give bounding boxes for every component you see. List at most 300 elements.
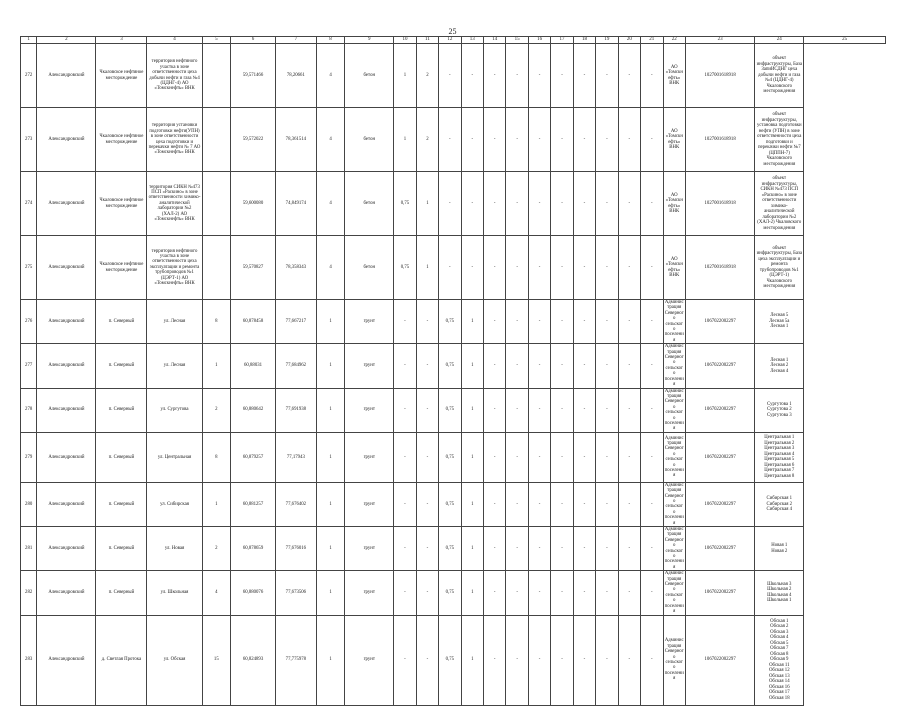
district-cell: Александровский [37,108,96,172]
waste-source-line: Обская 11 [769,662,790,668]
value-cell: - [484,432,506,482]
organization-cell: Администрация Северного сельского поселения [663,615,685,705]
surface-cell: грунт [345,527,394,571]
surface-cell: грунт [345,482,394,526]
value-cell: - [551,108,573,172]
value-cell: - [596,172,618,236]
surface-cell: бетон [345,236,394,300]
latitude-cell: 59,571466 [231,44,276,108]
container-count-cell: 4 [316,172,345,236]
organization-cell: АО «Томскнефть» ВНК [663,108,685,172]
value-cell: - [618,44,640,108]
value-cell: - [596,527,618,571]
value-cell: 1 [461,388,483,432]
house-cell: 4 [202,571,231,615]
house-cell [202,108,231,172]
value-cell: - [506,571,528,615]
waste-sources-cell [755,527,804,571]
column-number: 22 [663,37,685,44]
value-cell: - [484,527,506,571]
district-cell: Александровский [37,527,96,571]
value-cell: - [484,344,506,388]
value-cell: 0,75 [439,571,461,615]
waste-source-line: Сибирская 2 [766,501,793,507]
container-count-cell: 1 [316,482,345,526]
locality-cell: п. Северный [96,527,147,571]
value-cell: - [484,236,506,300]
latitude-cell: 60,878659 [231,527,276,571]
value-cell: - [439,172,461,236]
inn-cell: 1027001618918 [685,44,754,108]
value-cell: - [506,172,528,236]
latitude-cell: 60,824893 [231,615,276,705]
value-cell: 0,75 [439,615,461,705]
column-number: 19 [596,37,618,44]
column-number: 6 [231,37,276,44]
district-cell: Александровский [37,344,96,388]
waste-source-line: Обская 14 [768,679,790,685]
value-cell: - [528,388,550,432]
waste-source-line: Обская 17 [768,690,790,696]
value-cell: - [394,388,416,432]
value-cell: 1 [394,44,416,108]
value-cell: - [551,571,573,615]
value-cell: 1 [461,432,483,482]
inn-cell: 1027001618918 [685,236,754,300]
value-cell: - [439,236,461,300]
value-cell: - [439,108,461,172]
value-cell: 1 [461,615,483,705]
value-cell: - [528,482,550,526]
value-cell: - [551,482,573,526]
value-cell: - [394,527,416,571]
address-cell: ул. Новая [147,527,202,571]
value-cell: - [596,300,618,344]
waste-source-line: объект инфраструктуры, База ЗапиИСДНГ цеха добычи нефти и газа №4 (ЦДНГ-4) Чкаловского месторождения [756,56,802,95]
latitude-cell: 60,880076 [231,571,276,615]
surface-cell: грунт [345,300,394,344]
district-cell: Александровский [37,615,96,705]
value-cell: - [394,300,416,344]
value-cell: - [506,300,528,344]
waste-source-line: Центральная 8 [764,473,795,479]
table-row [21,236,886,300]
waste-source-line: объект инфраструктуры, установка подготовки нефти (УПН) в зоне ответственности цеха подготовки и перекачки нефти №7 (ЦППН-7) Чкаловского месторождения [756,112,802,167]
latitude-cell: 60,88031 [231,344,276,388]
waste-source-line: Обская 5 [770,640,789,646]
value-cell: - [506,432,528,482]
inn-cell: 1067022002297 [685,527,754,571]
value-cell: - [416,615,438,705]
waste-source-line: Школьная 3 [767,581,792,587]
inn-cell: 1067022002297 [685,388,754,432]
value-cell: - [528,432,550,482]
value-cell: - [416,527,438,571]
waste-sources-cell [755,44,804,108]
inn-cell: 1067022002297 [685,432,754,482]
table-row [21,172,886,236]
address-cell: территория СИКН №473 ПСП «Раскино» в зоне ответственности химико-аналитической лаборатории №2 (ХАЛ-2) АО «Томскнефть» ВНК [147,172,202,236]
row-number: 275 [21,236,37,300]
waste-sources-cell [755,482,804,526]
district-cell: Александровский [37,44,96,108]
longitude-cell: 77,673506 [275,571,316,615]
locality-cell: п. Северный [96,482,147,526]
value-cell: - [394,482,416,526]
inn-cell: 1067022002297 [685,571,754,615]
value-cell: - [439,44,461,108]
house-cell: 15 [202,615,231,705]
value-cell: 0,75 [439,300,461,344]
waste-source-line: Обская 16 [768,684,790,690]
column-number: 18 [573,37,595,44]
inn-cell: 1067022002297 [685,344,754,388]
value-cell: - [528,571,550,615]
address-cell: территория установки подготовки нефти(УПН) в зоне ответственности цеха подготовки и перекачки нефти № 7 АО «Томскнефть» ВНК [147,108,202,172]
value-cell: - [551,432,573,482]
waste-source-line: Центральная 1 [764,435,795,441]
waste-sources-cell [755,236,804,300]
value-cell: - [641,432,663,482]
district-cell: Александровский [37,482,96,526]
waste-source-line: Обская 13 [768,673,790,679]
waste-source-line: Лесная 5 [770,313,789,319]
value-cell: - [641,172,663,236]
waste-source-line: Центральная 6 [764,462,795,468]
value-cell: - [596,388,618,432]
value-cell: - [573,344,595,388]
value-cell: - [641,482,663,526]
value-cell: 0,75 [439,432,461,482]
value-cell: - [641,44,663,108]
house-cell: 1 [202,344,231,388]
organization-cell: Администрация Северного сельского поселения [664,388,684,432]
row-number: 280 [21,482,37,526]
value-cell: - [416,344,438,388]
value-cell: - [528,300,550,344]
latitude-cell: 59,572022 [231,108,276,172]
value-cell: - [484,172,506,236]
locality-cell: д. Светлая Протока [96,615,147,705]
value-cell: - [551,615,573,705]
value-cell: - [573,527,595,571]
container-count-cell: 1 [316,571,345,615]
value-cell: - [573,388,595,432]
waste-sources-cell [755,571,804,615]
waste-source-line: Обская 18 [768,695,790,701]
waste-source-line: Сургутова 2 [766,407,792,413]
value-cell: - [506,615,528,705]
value-cell: 2 [416,108,438,172]
organization-cell: АО «Томскнефть» ВНК [663,236,685,300]
table-row [21,388,886,432]
value-cell: - [484,482,506,526]
latitude-cell: 60,881257 [231,482,276,526]
value-cell: - [596,236,618,300]
waste-source-line: Новая 2 [771,548,788,554]
locality-cell: Чкаловское нефтяное месторождение [96,44,147,108]
house-cell: 8 [202,432,231,482]
value-cell: 1 [461,482,483,526]
value-cell: - [416,388,438,432]
value-cell: - [528,615,550,705]
value-cell: - [551,44,573,108]
value-cell: - [573,44,595,108]
longitude-cell: 77,684962 [275,344,316,388]
value-cell: - [528,527,550,571]
column-number: 21 [641,37,663,44]
value-cell: - [641,527,663,571]
surface-cell: грунт [345,344,394,388]
container-count-cell: 1 [316,527,345,571]
organization-cell: Администрация Северного сельского поселения [663,432,685,482]
value-cell: - [416,300,438,344]
waste-source-line: Центральная 4 [764,451,795,457]
value-cell: - [461,236,483,300]
latitude-cell: 60,880642 [231,388,276,432]
value-cell: - [484,108,506,172]
locality-cell: п. Северный [96,388,147,432]
waste-source-line: Лесная 2 [770,363,789,369]
longitude-cell: 78,20661 [275,44,316,108]
organization-cell: Администрация Северного сельского поселения [664,482,684,526]
address-cell: ул. Обская [147,615,202,705]
container-count-cell: 1 [316,432,345,482]
inn-cell: 1067022002297 [685,300,754,344]
value-cell: 0,75 [439,344,461,388]
container-count-cell: 1 [316,344,345,388]
value-cell: - [641,571,663,615]
column-number: 17 [551,37,573,44]
table-row [21,482,886,526]
address-cell: ул. Лесная [147,300,202,344]
value-cell: - [641,615,663,705]
value-cell: - [573,482,595,526]
surface-cell: грунт [345,615,394,705]
longitude-cell: 74,849174 [275,172,316,236]
table-row [21,571,886,615]
inn-cell: 1027001618918 [685,108,754,172]
longitude-cell: 78,358343 [275,236,316,300]
locality-cell: Чкаловское нефтяное месторождение [96,236,147,300]
value-cell: - [461,108,483,172]
container-count-cell: 4 [316,108,345,172]
surface-cell: бетон [345,172,394,236]
value-cell: - [528,44,550,108]
column-number: 15 [506,37,528,44]
latitude-cell: 60,878458 [231,300,276,344]
value-cell: - [618,388,640,432]
waste-source-line: Новая 1 [771,543,788,549]
locality-cell: Чкаловское нефтяное месторождение [96,108,147,172]
row-number: 283 [21,615,37,705]
organization-cell: Администрация Северного сельского поселения [664,527,684,570]
waste-source-line: Обская 9 [770,657,789,663]
value-cell: - [528,236,550,300]
value-cell: - [484,300,506,344]
column-number: 7 [275,37,316,44]
value-cell: - [528,344,550,388]
value-cell: - [596,615,618,705]
value-cell: - [461,172,483,236]
district-cell: Александровский [37,300,96,344]
row-number: 273 [21,108,37,172]
district-cell: Александровский [37,571,96,615]
organization-cell: АО «Томскнефть» ВНК [663,44,685,108]
value-cell: - [394,571,416,615]
column-number: 8 [316,37,345,44]
value-cell: - [484,388,506,432]
value-cell: - [596,571,618,615]
inn-cell: 1027001618918 [685,172,754,236]
waste-source-line: Обская 8 [770,651,789,657]
table-row [21,615,886,705]
value-cell: - [573,236,595,300]
value-cell: 2 [416,44,438,108]
waste-sources-cell [755,108,804,172]
row-number: 272 [21,44,37,108]
container-count-cell: 1 [316,388,345,432]
waste-sources-cell [755,615,804,705]
district-cell: Александровский [37,388,96,432]
longitude-cell: 77,676016 [275,527,316,571]
latitude-cell: 59,600080 [231,172,276,236]
locality-cell: п. Северный [96,571,147,615]
house-cell [202,236,231,300]
value-cell: - [506,108,528,172]
value-cell: - [506,236,528,300]
value-cell: - [618,615,640,705]
waste-source-line: Обская 7 [770,646,789,652]
value-cell: 1 [461,571,483,615]
value-cell: - [573,432,595,482]
table-row [21,300,886,344]
table-row [21,527,886,571]
value-cell: - [618,482,640,526]
value-cell: - [618,236,640,300]
organization-cell: Администрация Северного сельского поселения [664,300,684,343]
value-cell: - [596,44,618,108]
waste-source-line: Школьная 2 [767,587,792,593]
address-cell: территория нефтяного участка в зоне ответственности цеха эксплуатации и ремонта трубопроводов №1 (ЦЭРТ-1) АО «Томскнефть» ВНК [147,236,202,300]
organization-cell: Администрация Северного сельского поселения [664,344,684,388]
column-number: 24 [755,37,804,44]
value-cell: - [484,44,506,108]
surface-cell: грунт [345,432,394,482]
waste-source-line: Сургутова 3 [766,412,792,418]
house-cell: 8 [202,300,231,344]
district-cell: Александровский [37,432,96,482]
value-cell: - [573,571,595,615]
register-body [21,37,886,706]
value-cell: 1 [416,236,438,300]
longitude-cell: 77,17943 [275,432,316,482]
value-cell: - [596,344,618,388]
table-row [21,432,886,482]
value-cell: - [416,571,438,615]
district-cell: Александровский [37,236,96,300]
waste-source-line: Лесная 4 [770,368,789,374]
table-row [21,344,886,388]
column-number: 16 [528,37,550,44]
waste-source-line: Школьная 1 [767,598,792,604]
value-cell: - [528,172,550,236]
waste-source-line: объект инфраструктуры, База цеха эксплуатации и ремонта трубопроводов №1 (ЦЭРТ-1) Чкаловского месторождения [756,245,802,289]
value-cell: - [573,108,595,172]
locality-cell: п. Северный [96,300,147,344]
column-number: 20 [618,37,640,44]
row-number: 279 [21,432,37,482]
value-cell: 0,75 [439,482,461,526]
waste-sources-cell [755,300,804,344]
value-cell: - [573,172,595,236]
waste-source-line: Обская 4 [770,635,789,641]
column-number-row [21,37,886,44]
value-cell: - [596,482,618,526]
waste-source-line: Сибирская 1 [766,496,793,502]
waste-sources-cell [755,388,804,432]
longitude-cell: 77,775978 [275,615,316,705]
house-cell: 2 [202,388,231,432]
longitude-cell: 78,361514 [275,108,316,172]
surface-cell: грунт [345,388,394,432]
value-cell: 0,75 [394,172,416,236]
value-cell: - [618,571,640,615]
waste-source-line: Сибирская 4 [766,507,793,513]
address-cell: ул. Лесная [147,344,202,388]
value-cell: - [528,108,550,172]
row-number: 281 [21,527,37,571]
register-table [20,36,886,706]
column-number: 11 [416,37,438,44]
value-cell: - [416,482,438,526]
value-cell: - [641,300,663,344]
longitude-cell: 77,676402 [275,482,316,526]
longitude-cell: 77,691938 [275,388,316,432]
value-cell: 1 [416,172,438,236]
column-number: 25 [804,37,886,44]
value-cell: - [506,344,528,388]
waste-source-line: Обская 3 [770,629,789,635]
column-number: 4 [147,37,202,44]
waste-source-line: Сургутова 1 [766,401,792,407]
value-cell: 1 [461,527,483,571]
organization-cell: АО «Томскнефть» ВНК [663,172,685,236]
surface-cell: бетон [345,44,394,108]
value-cell: - [551,172,573,236]
address-cell: ул. Центральная [147,432,202,482]
waste-source-line: Лесная 1 [770,357,789,363]
value-cell: - [506,527,528,571]
value-cell: 1 [461,300,483,344]
house-cell: 2 [202,527,231,571]
row-number: 274 [21,172,37,236]
value-cell: - [506,388,528,432]
column-number: 3 [96,37,147,44]
value-cell: - [596,108,618,172]
value-cell: - [484,615,506,705]
value-cell: 1 [461,344,483,388]
value-cell: - [551,344,573,388]
surface-cell: бетон [345,108,394,172]
column-number: 1 [21,37,37,44]
value-cell: - [618,172,640,236]
waste-sources-cell [755,432,804,482]
value-cell: - [484,571,506,615]
house-cell: 1 [202,482,231,526]
value-cell: 1 [394,108,416,172]
waste-source-line: объект инфраструктуры, СИКН №473 ПСП «Раскино» в зоне ответственности химико-аналитической лаборатории №2 (ХАЛ-2) Чкаловского месторождения [757,176,802,231]
